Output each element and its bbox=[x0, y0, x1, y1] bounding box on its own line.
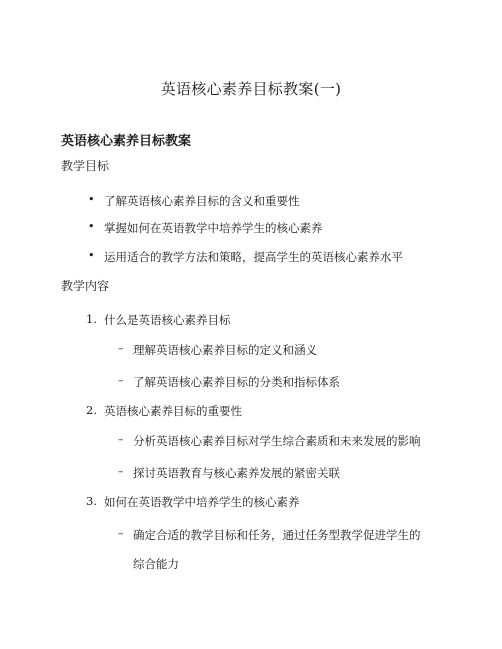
dash-icon: – bbox=[118, 527, 124, 540]
bullet-icon: • bbox=[88, 249, 95, 262]
list-item-goal-1: 了解英语核心素养目标的含义和重要性 bbox=[104, 194, 300, 208]
content-item-2: 英语核心素养目标的重要性 bbox=[104, 404, 242, 418]
section-heading: 英语核心素养目标教案 bbox=[61, 134, 192, 149]
teaching-goals-label: 教学目标 bbox=[61, 159, 110, 173]
content-item-3: 如何在英语教学中培养学生的核心素养 bbox=[104, 495, 300, 509]
dash-icon: – bbox=[118, 342, 124, 355]
teaching-content-label: 教学内容 bbox=[61, 279, 110, 293]
list-item-goal-3: 运用适合的教学方法和策略，提高学生的英语核心素养水平 bbox=[104, 250, 403, 264]
sub-item: 确定合适的教学目标和任务，通过任务型教学促进学生的 bbox=[133, 528, 421, 542]
dash-icon: – bbox=[118, 465, 124, 478]
list-number: 2. bbox=[86, 403, 97, 417]
content-item-1: 什么是英语核心素养目标 bbox=[104, 313, 231, 327]
bullet-icon: • bbox=[88, 220, 95, 233]
sub-item: 探讨英语教育与核心素养发展的紧密关联 bbox=[133, 466, 340, 480]
sub-item: 分析英语核心素养目标对学生综合素质和未来发展的影响 bbox=[133, 434, 421, 448]
list-number: 3. bbox=[86, 494, 97, 508]
bullet-icon: • bbox=[88, 193, 95, 206]
list-number: 1. bbox=[86, 312, 97, 326]
list-item-goal-2: 掌握如何在英语教学中培养学生的核心素养 bbox=[104, 221, 323, 235]
document-title: 英语核心素养目标教案(一) bbox=[160, 80, 342, 98]
dash-icon: – bbox=[118, 374, 124, 387]
sub-item: 了解英语核心素养目标的分类和指标体系 bbox=[133, 375, 340, 389]
dash-icon: – bbox=[118, 433, 124, 446]
sub-item-continuation: 综合能力 bbox=[133, 557, 179, 571]
sub-item: 理解英语核心素养目标的定义和涵义 bbox=[133, 343, 317, 357]
